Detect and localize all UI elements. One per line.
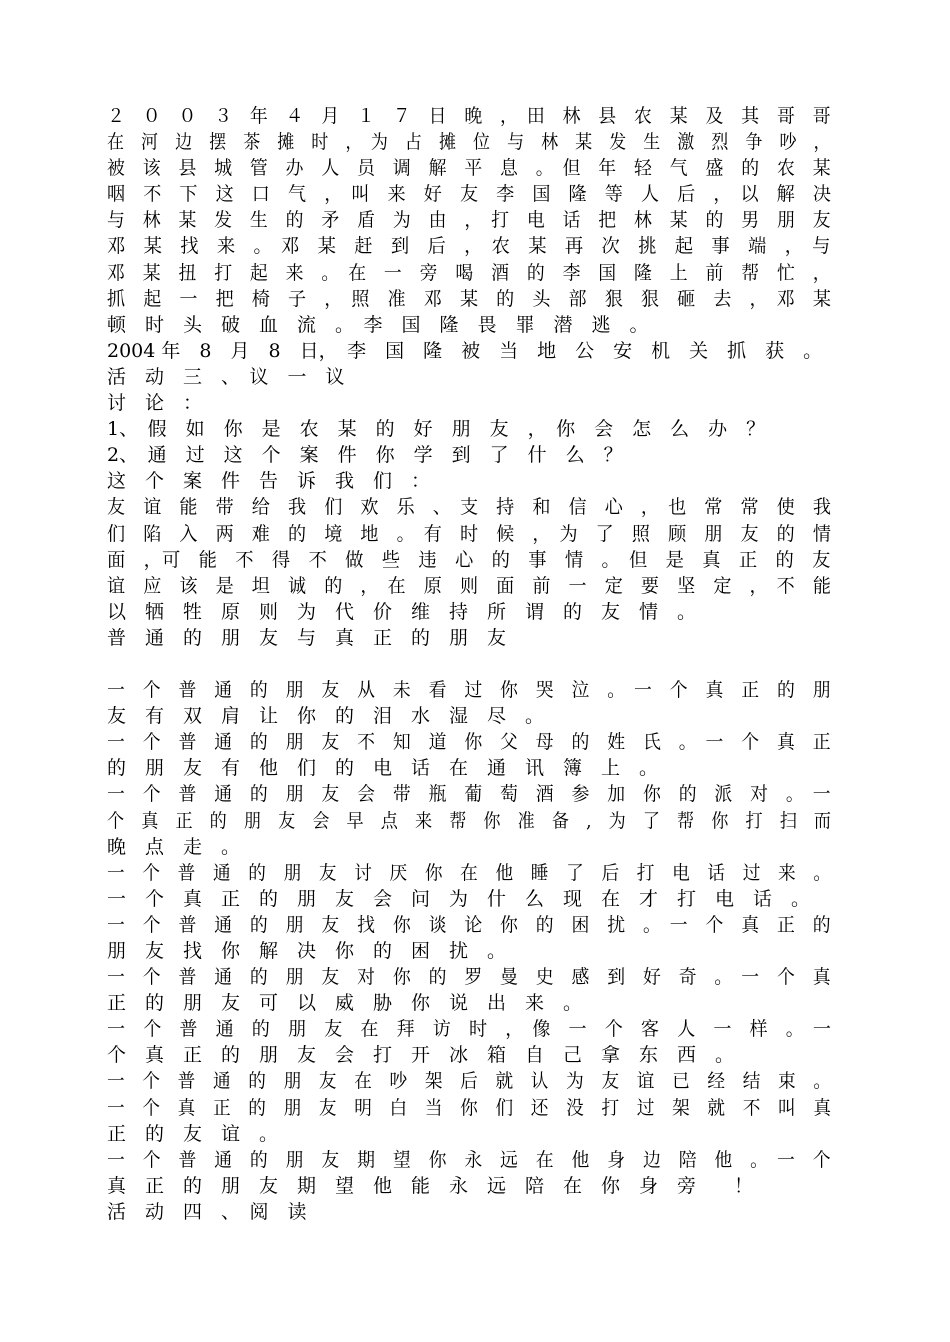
text-line: 个 真 正 的 朋 友 会 打 开 冰 箱 自 己 拿 东 西 。 xyxy=(107,1044,735,1067)
text-line: 一 个 普 通 的 朋 友 在 拜 访 时 ， 像 一 个 客 人 一 样 。 一 xyxy=(107,1018,831,1041)
text-line: 晚 点 走 。 xyxy=(107,835,241,858)
blank-line xyxy=(107,651,831,677)
comparison-list xyxy=(107,677,831,1199)
text-line: 一 个 普 通 的 朋 友 不 知 道 你 父 母 的 姓 氏 。 一 个 真 正 xyxy=(107,731,831,754)
text-line: 面 ，可 能 不 得 不 做 些 违 心 的 事 情 。 但 是 真 正 的 友 xyxy=(107,548,831,571)
lesson-paragraph xyxy=(107,494,831,624)
text-line: 一 个 真 正 的 朋 友 会 问 为 什 么 现 在 才 打 电 话 。 xyxy=(107,887,811,910)
text-line: 正 的 朋 友 可 以 威 胁 你 说 出 来 。 xyxy=(107,992,583,1015)
text-line: 一 个 普 通 的 朋 友 期 望 你 永 远 在 他 身 边 陪 他 。 一 个 xyxy=(107,1148,831,1171)
activity4-heading: 活 动 四 、 阅 读 xyxy=(107,1200,307,1223)
question-item: 1、 假 如 你 是 农 某 的 好 朋 友 ， 你 会 怎 么 办 ？ xyxy=(107,418,766,441)
text-line: 一 个 普 通 的 朋 友 讨 厌 你 在 他 睡 了 后 打 电 话 过 来 。 xyxy=(107,861,832,884)
text-line: ２ ０ ０ ３ 年 ４ 月 １ ７ 日 晚 ， 田 林 县 农 某 及 其 哥 哥 xyxy=(107,105,831,127)
text-line: 朋 友 找 你 解 决 你 的 困 扰 。 xyxy=(107,940,507,962)
text-line: 顿 时 头 破 血 流 。 李 国 隆 畏 罪 潜 逃 。 xyxy=(107,313,649,336)
text-line: 真 正 的 朋 友 期 望 他 能 永 远 陪 在 你 身 旁 ！ xyxy=(107,1174,754,1197)
text-line: 正 的 友 谊 。 xyxy=(107,1122,279,1145)
text-line: 们 陷 入 两 难 的 境 地 。 有 时 候 ， 为 了 照 顾 朋 友 的 情 xyxy=(107,522,831,545)
text-line: 以 牺 牲 原 则 为 代 价 维 持 所 谓 的 友 情 。 xyxy=(107,600,697,623)
text-line: 一 个 普 通 的 朋 友 对 你 的 罗 曼 史 感 到 好 奇 。 一 个 真 xyxy=(107,966,831,989)
text-line: 被 该 县 城 管 办 人 员 调 解 平 息 。 但 年 轻 气 盛 的 农 某 xyxy=(107,157,831,180)
text-line: 的 朋 友 有 他 们 的 电 话 在 通 讯 簿 上 。 xyxy=(107,757,659,780)
activity3-heading: 活 动 三 、 议 一 议 xyxy=(107,365,345,388)
text-line: 邓 某 扭 打 起 来 。 在 一 旁 喝 酒 的 李 国 隆 上 前 帮 忙 ， xyxy=(107,261,831,284)
text-line: 与 林 某 发 生 的 矛 盾 为 由 ， 打 电 话 把 林 某 的 男 朋 友 xyxy=(107,209,831,232)
document-body xyxy=(107,103,831,1225)
text-line: 一 个 普 通 的 朋 友 在 吵 架 后 就 认 为 友 谊 已 经 结 束 。 xyxy=(107,1070,832,1093)
question-item: 2、 通 过 这 个 案 件 你 学 到 了 什 么 ？ xyxy=(107,444,623,467)
comparison-title: 普 通 的 朋 友 与 真 正 的 朋 友 xyxy=(107,626,507,649)
arrest-line: 2004 年 8 月 8 日， 李 国 隆 被 当 地 公 安 机 关 抓 获 。 xyxy=(107,339,823,362)
text-line: 邓 某 找 来 。 邓 某 赶 到 后 ， 农 某 再 次 挑 起 事 端 ， 与 xyxy=(107,235,831,258)
lesson-intro: 这 个 案 件 告 诉 我 们 ： xyxy=(107,470,431,493)
text-line: 在 河 边 摆 茶 摊 时 ， 为 占 摊 位 与 林 某 发 生 激 烈 争 吵 ， xyxy=(107,131,831,154)
text-line: 一 个 普 通 的 朋 友 会 带 瓶 葡 萄 酒 参 加 你 的 派 对 。 一 xyxy=(107,783,831,806)
text-line: 谊 应 该 是 坦 诚 的 ， 在 原 则 面 前 一 定 要 坚 定 ， 不 能 xyxy=(107,574,831,597)
text-line: 一 个 普 通 的 朋 友 找 你 谈 论 你 的 困 扰 。 一 个 真 正 的 xyxy=(107,913,831,936)
text-line: 友 谊 能 带 给 我 们 欢 乐 、 支 持 和 信 心 ， 也 常 常 使 我 xyxy=(107,496,831,519)
text-line: 咽 不 下 这 口 气 ， 叫 来 好 友 李 国 隆 等 人 后 ， 以 解 决 xyxy=(107,183,831,206)
text-line: 个 真 正 的 朋 友 会 早 点 来 帮 你 准 备 , 为 了 帮 你 打 扫 而 xyxy=(107,809,832,832)
text-line: 抓 起 一 把 椅 子 ， 照 准 邓 某 的 头 部 狠 狠 砸 去 ， 邓 某 xyxy=(107,287,831,310)
discussion-label: 讨 论 ： xyxy=(107,392,203,415)
text-line: 友 有 双 肩 让 你 的 泪 水 湿 尽 。 xyxy=(107,705,545,728)
text-line: 一 个 真 正 的 朋 友 明 白 当 你 们 还 没 打 过 架 就 不 叫 真 xyxy=(107,1096,832,1119)
text-line: 一 个 普 通 的 朋 友 从 未 看 过 你 哭 泣 。 一 个 真 正 的 朋 xyxy=(107,679,831,702)
case-paragraph xyxy=(107,103,831,338)
question-list xyxy=(107,416,831,468)
